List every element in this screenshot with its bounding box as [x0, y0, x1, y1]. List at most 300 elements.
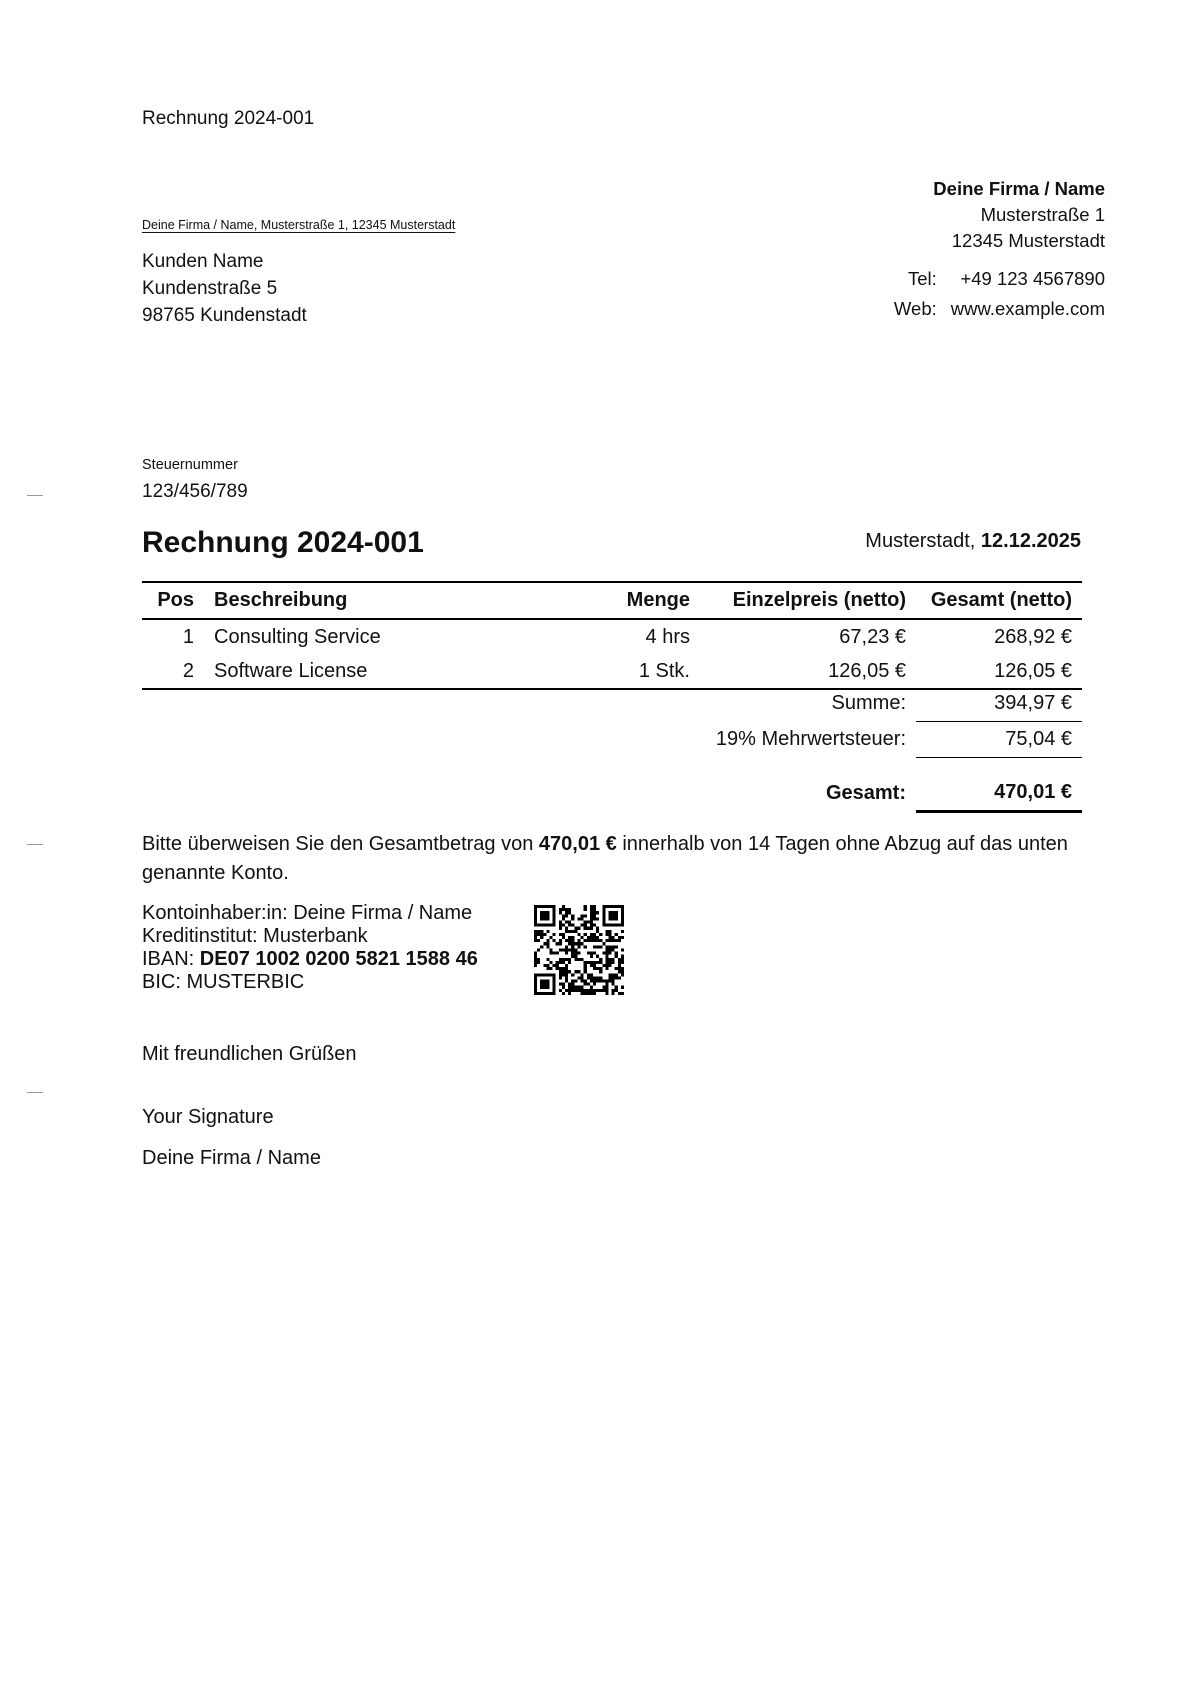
qr-module	[605, 930, 608, 933]
qr-module	[596, 955, 599, 958]
qr-module	[568, 989, 571, 992]
header-unit-price: Einzelpreis (netto)	[700, 582, 916, 619]
signer-name: Deine Firma / Name	[142, 1147, 321, 1169]
qr-module	[568, 911, 571, 914]
qr-module	[571, 936, 574, 939]
qr-module	[587, 939, 590, 942]
qr-module	[559, 973, 562, 976]
qr-module	[618, 992, 621, 995]
qr-module	[546, 939, 549, 942]
qr-module	[577, 970, 580, 973]
qr-module	[568, 961, 571, 964]
qr-module	[562, 970, 565, 973]
row-unit-price: 67,23 €	[839, 625, 906, 648]
qr-module	[599, 967, 602, 970]
qr-module	[534, 958, 537, 961]
qr-module	[590, 921, 593, 924]
qr-module	[565, 967, 568, 970]
qr-finder-top-right	[602, 905, 624, 927]
qr-module	[562, 961, 565, 964]
qr-module	[546, 967, 549, 970]
qr-module	[608, 979, 611, 982]
qr-module	[618, 976, 621, 979]
qr-module	[608, 958, 611, 961]
qr-module	[537, 933, 540, 936]
qr-module	[593, 914, 596, 917]
qr-module	[571, 948, 574, 951]
qr-module	[559, 921, 562, 924]
qr-module	[596, 930, 599, 933]
company-city: 12345 Musterstadt	[951, 230, 1105, 251]
qr-module	[568, 986, 571, 989]
qr-module	[608, 952, 611, 955]
qr-module	[574, 955, 577, 958]
qr-module	[599, 979, 602, 982]
qr-module	[612, 992, 615, 995]
qr-module	[587, 992, 590, 995]
qr-module	[618, 970, 621, 973]
qr-module	[568, 908, 571, 911]
qr-module	[590, 961, 593, 964]
web-value: www.example.com	[950, 298, 1105, 319]
qr-module	[605, 955, 608, 958]
qr-module	[599, 989, 602, 992]
qr-module	[574, 942, 577, 945]
qr-module	[581, 914, 584, 917]
invoice-place: Musterstadt,	[865, 530, 981, 552]
table-row	[142, 654, 1082, 689]
tel-value: +49 123 4567890	[960, 268, 1105, 289]
qr-module	[584, 989, 587, 992]
qr-module	[565, 970, 568, 973]
qr-module	[556, 961, 559, 964]
qr-module	[562, 905, 565, 908]
qr-module	[608, 945, 611, 948]
qr-module	[590, 939, 593, 942]
qr-module	[559, 939, 562, 942]
payment-text-before: Bitte überweisen Sie den Gesamtbetrag von	[142, 833, 539, 855]
qr-module	[568, 942, 571, 945]
qr-module	[587, 952, 590, 955]
qr-module	[590, 992, 593, 995]
qr-module	[581, 976, 584, 979]
qr-module	[562, 914, 565, 917]
qr-module	[621, 955, 624, 958]
qr-module	[577, 939, 580, 942]
qr-module	[565, 921, 568, 924]
qr-module	[534, 936, 537, 939]
qr-module	[590, 955, 593, 958]
qr-module	[574, 979, 577, 982]
qr-module	[608, 964, 611, 967]
qr-module	[608, 936, 611, 939]
qr-module	[621, 967, 624, 970]
qr-module	[568, 992, 571, 995]
contact-row-web	[894, 294, 1105, 324]
qr-module	[584, 983, 587, 986]
qr-module	[565, 930, 568, 933]
qr-module	[546, 945, 549, 948]
qr-module	[612, 976, 615, 979]
qr-module	[605, 961, 608, 964]
qr-module	[581, 989, 584, 992]
qr-module	[593, 952, 596, 955]
qr-module	[577, 917, 580, 920]
qr-module	[562, 933, 565, 936]
qr-module	[565, 989, 568, 992]
qr-module	[590, 917, 593, 920]
qr-module	[605, 945, 608, 948]
qr-module	[596, 927, 599, 930]
qr-module	[605, 979, 608, 982]
contact-row-tel	[894, 264, 1105, 294]
qr-module	[581, 979, 584, 982]
qr-module	[556, 967, 559, 970]
grand-total-value: 470,01 €	[916, 775, 1082, 812]
qr-module	[534, 964, 537, 967]
iban-label: IBAN:	[142, 948, 200, 970]
qr-module	[587, 921, 590, 924]
qr-module	[534, 930, 537, 933]
qr-module	[559, 961, 562, 964]
qr-module	[608, 948, 611, 951]
qr-module	[590, 964, 593, 967]
company-street: Musterstraße 1	[980, 204, 1105, 225]
qr-module	[599, 976, 602, 979]
bic-line: BIC: MUSTERBIC	[142, 971, 305, 993]
qr-module	[596, 945, 599, 948]
qr-module	[593, 936, 596, 939]
qr-module	[568, 983, 571, 986]
qr-module	[605, 967, 608, 970]
qr-module	[584, 970, 587, 973]
company-address	[933, 176, 1105, 254]
bank-institute: Kreditinstitut: Musterbank	[142, 925, 368, 947]
qr-module	[587, 989, 590, 992]
qr-module	[559, 911, 562, 914]
qr-module	[559, 933, 562, 936]
subtotal-label: Summe:	[831, 692, 906, 715]
qr-module	[534, 961, 537, 964]
qr-module	[581, 942, 584, 945]
qr-module	[605, 986, 608, 989]
qr-module	[537, 939, 540, 942]
qr-module	[587, 961, 590, 964]
fold-mark-top	[27, 495, 43, 496]
qr-module	[596, 976, 599, 979]
qr-module	[605, 952, 608, 955]
grand-total-row	[142, 775, 1082, 812]
qr-module	[584, 945, 587, 948]
qr-module	[590, 905, 593, 908]
qr-module	[568, 970, 571, 973]
qr-module	[602, 986, 605, 989]
qr-module	[565, 979, 568, 982]
qr-module	[596, 989, 599, 992]
qr-module	[615, 973, 618, 976]
qr-module	[596, 967, 599, 970]
qr-module	[584, 939, 587, 942]
qr-module	[559, 970, 562, 973]
qr-module	[559, 983, 562, 986]
qr-module	[621, 930, 624, 933]
qr-finder-bottom-left	[534, 973, 556, 995]
invoice-title: Rechnung 2024-001	[142, 526, 424, 559]
qr-module	[608, 930, 611, 933]
qr-module	[615, 939, 618, 942]
qr-module	[590, 979, 593, 982]
row-unit-price: 126,05 €	[700, 654, 916, 689]
qr-module	[581, 936, 584, 939]
place-date	[865, 530, 1081, 553]
qr-module	[562, 948, 565, 951]
qr-module	[590, 911, 593, 914]
qr-module	[618, 961, 621, 964]
qr-module	[559, 924, 562, 927]
qr-module	[599, 970, 602, 973]
qr-module	[581, 917, 584, 920]
tax-number-label: Steuernummer	[142, 457, 238, 473]
qr-module	[593, 976, 596, 979]
qr-module	[565, 958, 568, 961]
qr-module	[565, 939, 568, 942]
qr-module	[590, 933, 593, 936]
qr-module	[559, 927, 562, 930]
qr-module	[590, 989, 593, 992]
qr-module	[584, 992, 587, 995]
qr-module	[546, 958, 549, 961]
qr-module	[599, 933, 602, 936]
qr-module	[534, 952, 537, 955]
qr-module	[559, 942, 562, 945]
qr-module	[534, 939, 537, 942]
qr-module	[615, 989, 618, 992]
qr-module	[543, 964, 546, 967]
qr-module	[540, 930, 543, 933]
qr-module	[593, 933, 596, 936]
qr-module	[581, 958, 584, 961]
qr-module	[593, 905, 596, 908]
row-quantity: 1 Stk.	[550, 654, 700, 689]
qr-module	[612, 939, 615, 942]
qr-module	[559, 989, 562, 992]
qr-module	[571, 939, 574, 942]
qr-module	[618, 967, 621, 970]
qr-module	[618, 964, 621, 967]
qr-module	[593, 989, 596, 992]
invoice-date: 12.12.2025	[980, 530, 1081, 552]
qr-module	[577, 976, 580, 979]
qr-module	[577, 927, 580, 930]
qr-module	[590, 952, 593, 955]
qr-module	[596, 911, 599, 914]
qr-module	[571, 979, 574, 982]
qr-module	[584, 905, 587, 908]
qr-module	[577, 945, 580, 948]
qr-module	[550, 948, 553, 951]
qr-module	[565, 976, 568, 979]
qr-module	[590, 976, 593, 979]
punch-mark	[27, 844, 43, 845]
qr-module	[593, 992, 596, 995]
qr-module	[599, 958, 602, 961]
subtotal-row	[142, 686, 1082, 722]
row-quantity: 4 hrs	[645, 625, 690, 648]
qr-module	[590, 908, 593, 911]
qr-module	[556, 942, 559, 945]
qr-module	[612, 948, 615, 951]
qr-module	[568, 921, 571, 924]
qr-module	[562, 936, 565, 939]
qr-module	[534, 955, 537, 958]
qr-module	[621, 961, 624, 964]
qr-module	[602, 952, 605, 955]
header-quantity: Menge	[550, 582, 700, 619]
row-pos: 1	[182, 625, 194, 648]
qr-module	[590, 927, 593, 930]
qr-module	[537, 930, 540, 933]
qr-module	[550, 967, 553, 970]
qr-module	[599, 939, 602, 942]
qr-module	[562, 986, 565, 989]
qr-module	[565, 964, 568, 967]
table-header-row	[142, 582, 1082, 619]
qr-module	[621, 992, 624, 995]
iban-value: DE07 1002 0200 5821 1588 46	[199, 948, 478, 970]
qr-module	[584, 979, 587, 982]
qr-module	[590, 986, 593, 989]
qr-module	[615, 952, 618, 955]
row-description: Software License	[204, 654, 550, 689]
qr-module	[584, 921, 587, 924]
qr-module	[553, 964, 556, 967]
qr-module	[556, 964, 559, 967]
qr-module	[602, 942, 605, 945]
qr-module	[546, 964, 549, 967]
qr-module	[574, 930, 577, 933]
qr-module	[581, 992, 584, 995]
qr-module	[550, 961, 553, 964]
qr-module	[621, 973, 624, 976]
qr-module	[568, 930, 571, 933]
row-total: 268,92 €	[994, 625, 1072, 648]
qr-module	[590, 973, 593, 976]
qr-module	[596, 961, 599, 964]
qr-module	[571, 973, 574, 976]
qr-module	[602, 979, 605, 982]
running-header-title: Rechnung 2024-001	[142, 108, 315, 129]
qr-module	[571, 986, 574, 989]
qr-module	[593, 961, 596, 964]
qr-module	[565, 927, 568, 930]
qr-module	[593, 964, 596, 967]
payment-amount: 470,01 €	[538, 833, 617, 855]
company-name: Deine Firma / Name	[933, 178, 1105, 199]
qr-module	[571, 952, 574, 955]
qr-module	[565, 945, 568, 948]
qr-module	[581, 986, 584, 989]
qr-module	[581, 973, 584, 976]
qr-module	[571, 945, 574, 948]
row-description: Consulting Service	[214, 625, 381, 648]
qr-module	[565, 973, 568, 976]
qr-module	[590, 936, 593, 939]
vat-value: 75,04 €	[916, 722, 1082, 758]
qr-module	[605, 939, 608, 942]
qr-module	[562, 983, 565, 986]
qr-module	[587, 973, 590, 976]
qr-module	[593, 945, 596, 948]
qr-module	[608, 939, 611, 942]
qr-module	[615, 933, 618, 936]
qr-module	[562, 958, 565, 961]
qr-module	[584, 933, 587, 936]
qr-module	[593, 911, 596, 914]
qr-module	[574, 989, 577, 992]
qr-module	[571, 955, 574, 958]
qr-module	[568, 936, 571, 939]
qr-module	[621, 948, 624, 951]
header-pos: Pos	[142, 582, 204, 619]
qr-module	[605, 948, 608, 951]
qr-module	[615, 976, 618, 979]
line-items-table	[142, 581, 1082, 690]
header-total: Gesamt (netto)	[916, 582, 1082, 619]
qr-module	[618, 939, 621, 942]
qr-module	[584, 964, 587, 967]
qr-module	[565, 914, 568, 917]
qr-module	[553, 952, 556, 955]
qr-module	[621, 958, 624, 961]
qr-module	[590, 914, 593, 917]
qr-module	[612, 961, 615, 964]
qr-module	[540, 945, 543, 948]
fold-mark-bottom	[27, 1092, 43, 1093]
vat-label: 19% Mehrwertsteuer:	[715, 728, 906, 750]
qr-module	[615, 986, 618, 989]
totals-spacer	[142, 758, 1082, 776]
qr-module	[590, 924, 593, 927]
qr-module	[612, 936, 615, 939]
recipient-street: Kundenstraße 5	[142, 278, 278, 299]
qr-module	[577, 933, 580, 936]
totals-table	[142, 686, 1082, 813]
qr-module	[608, 976, 611, 979]
row-pos: 2	[142, 654, 204, 689]
qr-module	[537, 948, 540, 951]
qr-module	[577, 958, 580, 961]
qr-module	[621, 936, 624, 939]
qr-module	[587, 976, 590, 979]
tel-label: Tel:	[907, 268, 937, 289]
qr-module	[584, 914, 587, 917]
qr-module	[565, 952, 568, 955]
qr-module	[618, 958, 621, 961]
qr-module	[543, 942, 546, 945]
qr-module	[568, 939, 571, 942]
qr-module	[599, 961, 602, 964]
qr-module	[605, 992, 608, 995]
qr-module	[565, 908, 568, 911]
qr-module	[577, 952, 580, 955]
qr-module	[553, 939, 556, 942]
qr-module	[571, 989, 574, 992]
qr-module	[571, 917, 574, 920]
tax-number-value: 123/456/789	[142, 481, 248, 502]
qr-module	[602, 989, 605, 992]
qr-module	[562, 917, 565, 920]
qr-module	[571, 914, 574, 917]
